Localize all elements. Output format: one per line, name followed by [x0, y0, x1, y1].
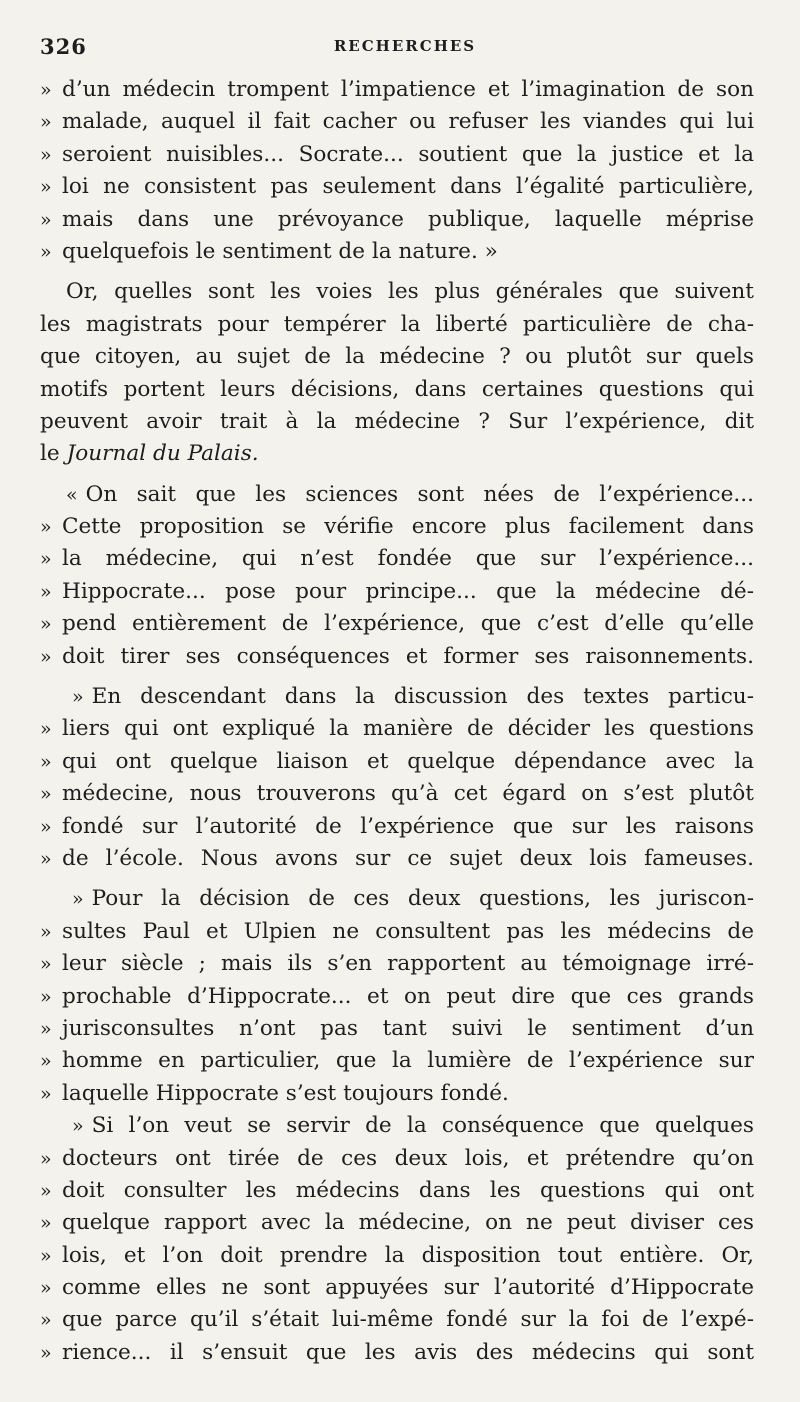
quote-mark: »: [40, 1212, 52, 1235]
text-line: le Journal du Palais.: [40, 441, 259, 467]
text-line: » homme en particulier, que la lumière de l’expérience sur: [0, 1045, 800, 1077]
quote-mark: »: [40, 718, 52, 741]
text-line: » fondé sur l’autorité de l’expérience que sur les raisons: [0, 811, 800, 843]
quote-mark: »: [40, 920, 52, 943]
text-line: » sultes Paul et Ulpien ne consultent pas les médecins de: [0, 916, 800, 948]
text-line: » médecine, nous trouverons qu’à cet égard on s’est plutôt: [0, 778, 800, 810]
page-header: [40, 34, 760, 64]
text-line: » Pour la décision de ces deux questions, les juriscon-: [72, 886, 754, 912]
journal-title: Journal du Palais.: [66, 441, 259, 467]
text-line: » quelquefois le sentiment de la nature. »: [0, 236, 800, 268]
body-text: [0, 74, 800, 1369]
text-line: les magistrats pour tempérer la liberté particulière de cha-: [40, 311, 754, 337]
quote-mark: »: [72, 686, 84, 709]
text-line: » de l’école. Nous avons sur ce sujet deux lois fameuses.: [0, 843, 800, 875]
quote-mark: »: [40, 613, 52, 636]
text-line: « On sait que les sciences sont nées de l’expérience...: [66, 481, 754, 507]
text-line: » la médecine, qui n’est fondée que sur l’expérience...: [0, 543, 800, 575]
quote-mark: »: [72, 888, 84, 911]
quote-mark: »: [40, 176, 52, 199]
quote-mark: »: [40, 1341, 52, 1364]
quote-block-1: [0, 479, 800, 673]
quote-mark: »: [40, 516, 52, 539]
text-line: » que parce qu’il s’était lui-même fondé sur la foi de l’expé-: [0, 1304, 800, 1336]
quote-continuation: [0, 74, 800, 268]
text-line: » rience... il s’ensuit que les avis des médecins qui sont: [0, 1337, 800, 1369]
quote-mark: »: [40, 750, 52, 773]
text-line: que citoyen, au sujet de la médecine ? ou plutôt sur quels: [40, 344, 754, 370]
text-line: » pend entièrement de l’expérience, que c’est d’elle qu’elle: [0, 608, 800, 640]
page-number: 326: [40, 34, 87, 59]
text-line: » leur siècle ; mais ils s’en rapportent au témoignage irré-: [0, 948, 800, 980]
quote-mark: »: [40, 1309, 52, 1332]
quote-block-4: [0, 1110, 800, 1369]
quote-mark: »: [40, 1082, 52, 1105]
quote-mark: »: [40, 79, 52, 101]
quote-mark: »: [40, 1179, 52, 1202]
quote-mark: »: [40, 985, 52, 1008]
quote-mark: »: [72, 1115, 84, 1138]
quote-mark: »: [40, 1277, 52, 1300]
text-line: » qui ont quelque liaison et quelque dépendance avec la: [0, 746, 800, 778]
quote-mark: »: [40, 783, 52, 806]
running-head: RECHERCHES: [333, 37, 477, 55]
text-line: » doit tirer ses conséquences et former ses raisonnements.: [0, 641, 800, 673]
text-line: » Cette proposition se vérifie encore plus facilement dans: [0, 511, 800, 543]
quote-mark: »: [40, 240, 52, 263]
text-line: » doit consulter les médecins dans les questions qui ont: [0, 1175, 800, 1207]
paragraph-author: [0, 276, 800, 470]
text-line: » liers qui ont expliqué la manière de décider les questions: [0, 713, 800, 745]
text-line: » Hippocrate... pose pour principe... que la médecine dé-: [0, 576, 800, 608]
text-line: peuvent avoir trait à la médecine ? Sur l’expérience, dit: [40, 408, 754, 434]
quote-block-3: [0, 883, 800, 1110]
text-line: » docteurs ont tirée de ces deux lois, et prétendre qu’on: [0, 1143, 800, 1175]
quote-block-2: [0, 681, 800, 875]
text-line: Or, quelles sont les voies les plus générales que suivent: [66, 279, 754, 305]
text-line: » prochable d’Hippocrate... et on peut dire que ces grands: [0, 981, 800, 1013]
text-line: » loi ne consistent pas seulement dans l’égalité particulière,: [0, 171, 800, 203]
text-line: » d’un médecin trompent l’impatience et l’imagination de son: [0, 74, 800, 106]
text-line: » En descendant dans la discussion des textes particu-: [72, 684, 754, 710]
quote-mark: »: [40, 1147, 52, 1170]
quote-mark: »: [40, 111, 52, 134]
quote-mark: »: [40, 847, 52, 870]
quote-mark: »: [40, 1050, 52, 1073]
text-line: » seroient nuisibles... Socrate... soutient que la justice et la: [0, 139, 800, 171]
text-line: » lois, et l’on doit prendre la disposition tout entière. Or,: [0, 1240, 800, 1272]
text-line: » comme elles ne sont appuyées sur l’autorité d’Hippocrate: [0, 1272, 800, 1304]
quote-mark: »: [40, 143, 52, 166]
open-quote-mark: «: [66, 483, 78, 506]
quote-mark: »: [40, 645, 52, 668]
text-line: motifs portent leurs décisions, dans certaines questions qui: [40, 376, 754, 402]
text-line: » laquelle Hippocrate s’est toujours fondé.: [0, 1078, 800, 1110]
text-line: » jurisconsultes n’ont pas tant suivi le sentiment d’un: [0, 1013, 800, 1045]
quote-mark: »: [40, 208, 52, 231]
text-line: » quelque rapport avec la médecine, on ne peut diviser ces: [0, 1207, 800, 1239]
quote-mark: »: [40, 580, 52, 603]
quote-mark: »: [40, 815, 52, 838]
quote-mark: »: [40, 1244, 52, 1267]
text-line: » malade, auquel il fait cacher ou refuser les viandes qui lui: [0, 106, 800, 138]
text-line: » mais dans une prévoyance publique, laquelle méprise: [0, 204, 800, 236]
quote-mark: »: [40, 1017, 52, 1040]
quote-mark: »: [40, 953, 52, 976]
text-line: » Si l’on veut se servir de la conséquence que quelques: [72, 1113, 754, 1139]
quote-mark: »: [40, 548, 52, 571]
